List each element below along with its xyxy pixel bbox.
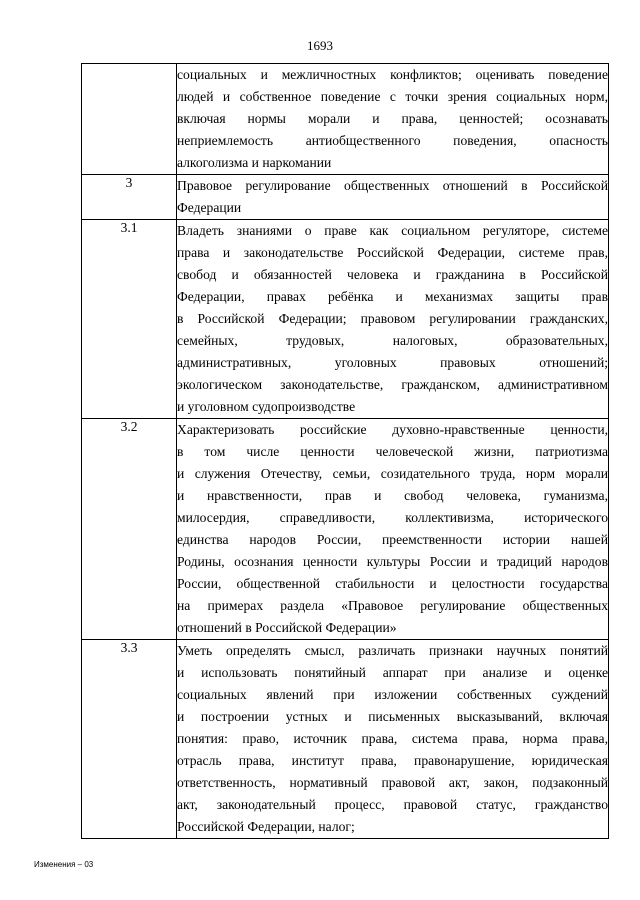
- text-line: алкоголизма и наркомании: [177, 155, 332, 170]
- table-row: [82, 175, 609, 220]
- text-line: и служения Отечеству, семьи, созидательного труда, норм морали: [177, 466, 608, 481]
- row-description: [177, 640, 609, 839]
- text-line: Родины, осознания ценности культуры России и традиций народов: [177, 554, 608, 569]
- text-line: свобод и обязанностей человека и гражданина в Российской: [177, 267, 608, 282]
- text-line: социальных и межличностных конфликтов; оценивать поведение: [177, 67, 608, 82]
- text-line: и построении устных и письменных высказываний, включая: [177, 709, 608, 724]
- row-code: 3: [82, 175, 177, 220]
- text-line: отрасль права, институт права, правонарушение, юридическая: [177, 753, 608, 768]
- text-line: единства народов России, преемственности истории нашей: [177, 532, 608, 547]
- text-line: Правовое регулирование общественных отношений в Российской: [177, 178, 608, 193]
- page-number: 1693: [307, 38, 333, 53]
- text-line: понятия: право, источник права, система права, норма права,: [177, 731, 608, 746]
- text-line: в Российской Федерации; правовом регулировании гражданских,: [177, 311, 608, 326]
- text-line: отношений в Российской Федерации»: [177, 620, 397, 635]
- text-line: людей и собственное поведение с точки зрения социальных норм,: [177, 89, 608, 104]
- text-line: включая нормы морали и права, ценностей; осознавать: [177, 111, 608, 126]
- text-line: Российской Федерации, налог;: [177, 819, 355, 834]
- row-description: [177, 64, 609, 175]
- text-line: России, общественной стабильности и целостности государства: [177, 576, 608, 591]
- row-code: [82, 64, 177, 175]
- row-code: 3.2: [82, 419, 177, 640]
- table-row: [82, 640, 609, 839]
- text-line: Характеризовать российские духовно-нравственные ценности,: [177, 422, 608, 437]
- text-line: Федерации: [177, 200, 242, 215]
- row-description: [177, 419, 609, 640]
- text-line: социальных явлений при изложении собственных суждений: [177, 687, 608, 702]
- text-line: экологическом законодательстве, гражданском, административном: [177, 377, 608, 392]
- text-line: Федерации, правах ребёнка и механизмах защиты прав: [177, 289, 608, 304]
- footer-revision-note: Изменения – 03: [34, 860, 94, 869]
- row-code: 3.3: [82, 640, 177, 839]
- text-line: милосердия, справедливости, коллективизма, исторического: [177, 510, 608, 525]
- text-line: акт, законодательный процесс, правовой статус, гражданство: [177, 797, 608, 812]
- text-line: семейных, трудовых, налоговых, образовательных,: [177, 333, 608, 348]
- row-description: [177, 220, 609, 419]
- text-line: в том числе ценности человеческой жизни, патриотизма: [177, 444, 608, 459]
- table-row: [82, 64, 609, 175]
- row-description: [177, 175, 609, 220]
- text-line: права и законодательстве Российской Федерации, системе прав,: [177, 245, 608, 260]
- text-line: ответственность, нормативный правовой акт, закон, подзаконный: [177, 775, 608, 790]
- table-row: [82, 419, 609, 640]
- text-line: на примерах раздела «Правовое регулирование общественных: [177, 598, 608, 613]
- content-table: [81, 63, 609, 839]
- text-line: Владеть знаниями о праве как социальном регуляторе, системе: [177, 223, 608, 238]
- table-row: [82, 220, 609, 419]
- text-line: и уголовном судопроизводстве: [177, 399, 356, 414]
- text-line: и использовать понятийный аппарат при анализе и оценке: [177, 665, 608, 680]
- text-line: административных, уголовных правовых отношений;: [177, 355, 608, 370]
- text-line: Уметь определять смысл, различать признаки научных понятий: [177, 643, 608, 658]
- text-line: неприемлемость антиобщественного поведения, опасность: [177, 133, 608, 148]
- row-code: 3.1: [82, 220, 177, 419]
- text-line: и нравственности, прав и свобод человека, гуманизма,: [177, 488, 608, 503]
